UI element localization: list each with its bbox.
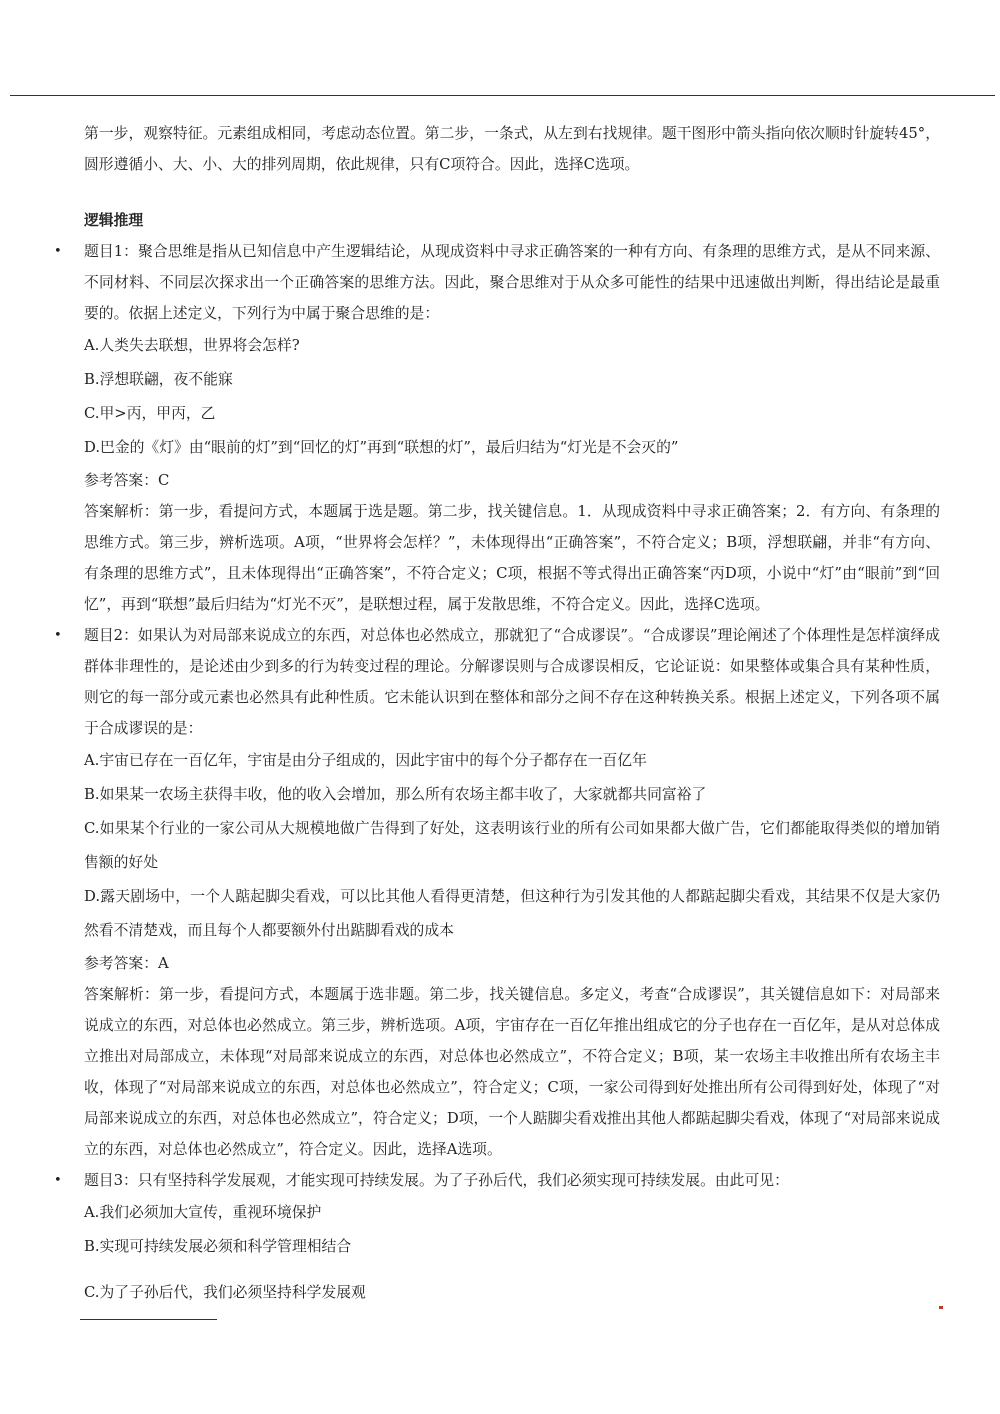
- answer-analysis: 答案解析：第一步，看提问方式，本题属于选非题。第二步，找关键信息。多定义，考查“合成谬误”，其关键信息如下：对局部来说成立的东西，对总体也必然成立。第三步，辨析选项。A项，宇宙存在一百亿年推出组成它的分子也存在一百亿年，是从对总体成立推出对局部成立，未体现“对局部来说成立的东西，对总体也必然成立”，不符合定义；B项，某一农场主丰收推出所有农场主丰收，体现了“对局部来说成立的东西，对总体也必然成立”，符合定义；C项，一家公司得到好处推出所有公司得到好处，体现了“对局部来说成立的东西，对总体也必然成立”，符合定义；D项，一个人踮脚尖看戏推出其他人都踮起脚尖看戏，体现了“对局部来说成立的东西，对总体也必然成立”，符合定义。因此，选择A选项。: [84, 986, 940, 1158]
- section-title: 逻辑推理: [84, 212, 144, 229]
- option-b: B.实现可持续发展必须和科学管理相结合: [84, 1238, 352, 1255]
- question-2: [54, 620, 940, 1165]
- option-a: A.宇宙已存在一百亿年，宇宙是由分子组成的，因此宇宙中的每个分子都存在一百亿年: [84, 752, 647, 769]
- intro-paragraph: 第一步，观察特征。元素组成相同，考虑动态位置。第二步，一条式，从左到右找规律。题干图形中箭头指向依次顺时针旋转45°，圆形遵循小、大、小、大的排列周期，依此规律，只有C项符合。因此，选择C选项。: [84, 125, 940, 173]
- option-b: B.浮想联翩，夜不能寐: [84, 371, 233, 388]
- bullet-icon: •: [54, 1173, 62, 1188]
- header-rule: [10, 95, 995, 96]
- question-stem: 题目2：如果认为对局部来说成立的东西，对总体也必然成立，那就犯了“合成谬误”。“合成谬误”理论阐述了个体理性是怎样演绎成群体非理性的，是论述由少到多的行为转变过程的理论。分解谬误则与合成谬误相反，它论证说：如果整体或集合具有某种性质，则它的每一部分或元素也必然具有此种性质。它未能认识到在整体和部分之间不存在这种转换关系。根据上述定义，下列各项不属于合成谬误的是：: [84, 627, 940, 737]
- footnote-rule: [80, 1319, 217, 1320]
- reference-answer: 参考答案：A: [84, 955, 169, 972]
- option-d: D.露天剧场中，一个人踮起脚尖看戏，可以比其他人看得更清楚，但这种行为引发其他的人都踮起脚尖看戏，其结果不仅是大家仍然看不清楚戏，而且每个人都要额外付出踮脚看戏的成本: [84, 888, 940, 939]
- option-d: D.巴金的《灯》由“眼前的灯”到“回忆的灯”再到“联想的灯”，最后归结为“灯光是不会灭的”: [84, 439, 679, 456]
- question-stem: 题目3：只有坚持科学发展观，才能实现可持续发展。为了子孙后代，我们必须实现可持续发展。由此可见：: [84, 1172, 789, 1189]
- reference-answer: 参考答案：C: [84, 472, 170, 489]
- option-a: A.人类失去联想，世界将会怎样?: [84, 337, 300, 354]
- page-mark: [939, 1306, 943, 1309]
- bullet-icon: •: [54, 628, 62, 643]
- question-stem: 题目1：聚合思维是指从已知信息中产生逻辑结论，从现成资料中寻求正确答案的一种有方向、有条理的思维方式，是从不同来源、不同材料、不同层次探求出一个正确答案的思维方法。因此，聚合思维对于从众多可能性的结果中迅速做出判断，得出结论是最重要的。依据上述定义，下列行为中属于聚合思维的是：: [84, 243, 940, 322]
- question-3: [54, 1165, 940, 1310]
- question-1: [54, 236, 940, 620]
- option-a: A.我们必须加大宣传，重视环境保护: [84, 1204, 322, 1221]
- document-body: [54, 118, 940, 1310]
- option-c: C.如果某个行业的一家公司从大规模地做广告得到了好处，这表明该行业的所有公司如果都大做广告，它们都能取得类似的增加销售额的好处: [84, 820, 940, 871]
- bullet-icon: •: [54, 244, 62, 259]
- option-c: C.甲>丙，甲丙，乙: [84, 405, 216, 422]
- answer-analysis: 答案解析：第一步，看提问方式，本题属于选是题。第二步，找关键信息。1．从现成资料中寻求正确答案；2．有方向、有条理的思维方式。第三步，辨析选项。A项，“世界将会怎样？”，未体现得出“正确答案”，不符合定义；B项，浮想联翩，并非“有方向、有条理的思维方式”，且未体现得出“正确答案”，不符合定义；C项，根据不等式得出正确答案“丙D项，小说中“灯”由“眼前”到“回忆”，再到“联想”最后归结为“灯光不灭”，是联想过程，属于发散思维，不符合定义。因此，选择C选项。: [84, 503, 940, 613]
- option-c: C.为了子孙后代，我们必须坚持科学发展观: [84, 1284, 366, 1301]
- option-b: B.如果某一农场主获得丰收，他的收入会增加，那么所有农场主都丰收了，大家就都共同富裕了: [84, 786, 707, 803]
